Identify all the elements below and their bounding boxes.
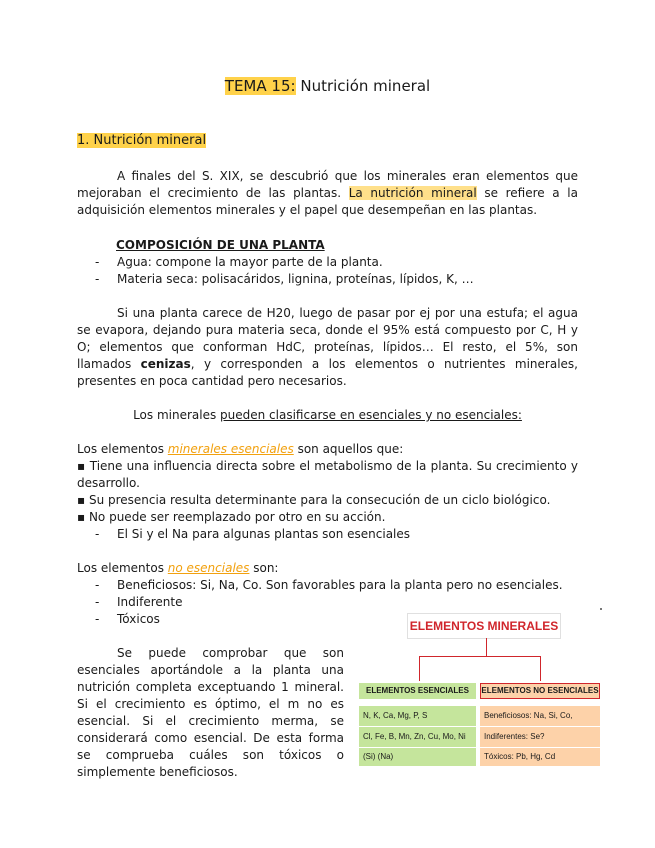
essential-bullet-text: Tiene una influencia directa sobre el metabolismo de la planta. Su crecimiento y desarrollo. (77, 459, 579, 490)
section-heading: 1. Nutrición mineral (77, 133, 207, 148)
non-essential-row: Indiferentes: Se? (480, 727, 600, 747)
diagram-connector (486, 638, 487, 656)
composition-item-text: Materia seca: polisacáridos, lignina, proteínas, lípidos, K, … (117, 272, 474, 286)
diagram-connector (540, 656, 541, 681)
essential-bullet (77, 492, 550, 509)
intro-text-after: se refiere a la adquisición elementos minerales y el papel que desempeñan en las plantas. (77, 186, 578, 217)
essential-intro-after: son aquellos que: (293, 442, 404, 456)
non-essential-item-text: Beneficiosos: Si, Na, Co. Son favorables para la planta pero no esenciales. (117, 578, 563, 592)
essential-sub-item: - El Si y el Na para algunas plantas son esenciales (95, 527, 411, 541)
non-essential-item: - Beneficiosos: Si, Na, Co. Son favorables para la planta pero no esenciales. (95, 578, 563, 592)
non-essential-row: Beneficiosos: Na, Si, Co, (480, 706, 600, 726)
intro-paragraph (77, 168, 578, 219)
essential-sub-item-text: El Si y el Na para algunas plantas son esenciales (117, 527, 411, 541)
non-essential-item-text: Tóxicos (117, 612, 160, 626)
non-essential-intro (77, 560, 278, 577)
essential-bullet-text: Su presencia resulta determinante para la consecución de un ciclo biológico. (88, 493, 551, 507)
dry-matter-after: , y corresponden a los elementos o nutrientes minerales, presentes en poca cantidad pero necesarios. (77, 357, 578, 388)
classification-before: Los minerales (133, 408, 221, 422)
essential-row: Cl, Fe, B, Mn, Zn, Cu, Mo, Ni (359, 727, 476, 747)
conclusion-paragraph: Se puede comprobar que son esenciales aportándole a la planta una nutrición completa exceptuando 1 mineral. Si el crecimiento es óptimo, el m no es esencial. Si el crecimiento merma, se considerará como esencial. De esta forma se comprueba cuáles son tóxicos o simplemente beneficiosos. (77, 646, 344, 779)
square-bullet-icon: ▪ (77, 493, 89, 507)
composition-item-text: Agua: compone la mayor parte de la planta. (117, 255, 383, 269)
non-essential-row: Tóxicos: Pb, Hg, Cd (480, 748, 600, 766)
essential-row: (Si) (Na) (359, 748, 476, 766)
non-essential-intro-after: son: (249, 561, 279, 575)
intro-highlight: La nutrición mineral (348, 186, 477, 200)
composition-item: - Materia seca: polisacáridos, lignina, proteínas, lípidos, K, … (95, 272, 474, 286)
non-essential-column-header: ELEMENTOS NO ESENCIALES (480, 683, 600, 699)
essential-term: minerales esenciales (167, 442, 294, 456)
essential-bullet (77, 509, 385, 526)
classification-line (0, 407, 655, 424)
non-essential-item: - Tóxicos (95, 612, 160, 626)
dry-matter-before: Si una planta carece de H20, luego de pasar por ej por una estufa; el agua se evapora, dejando pura materia seca, donde el 95% está compuesto por C, H y O; elementos que conforman HdC, proteínas, lípidos… El resto, el 5%, son llamados (77, 306, 578, 371)
diagram-title: ELEMENTOS MINERALES (407, 613, 561, 639)
non-essential-item-text: Indiferente (117, 595, 183, 609)
non-essential-term: no esenciales (167, 561, 250, 575)
cenizas-term: cenizas (140, 357, 191, 371)
composition-item: - Agua: compone la mayor parte de la planta. (95, 255, 383, 269)
composition-heading: COMPOSICIÓN DE UNA PLANTA (116, 238, 325, 252)
essential-bullet (77, 458, 578, 492)
non-essential-intro-before: Los elementos (77, 561, 168, 575)
diagram-connector (419, 656, 541, 657)
square-bullet-icon: ▪ (77, 459, 90, 473)
essential-row: N, K, Ca, Mg, P, S (359, 706, 476, 726)
essential-intro (77, 441, 403, 458)
classification-underlined: pueden clasificarse en esenciales y no esenciales: (220, 408, 522, 422)
page-title (0, 77, 655, 95)
stray-dot (600, 608, 602, 610)
title-label: TEMA 15: (224, 77, 296, 95)
title-text: Nutrición mineral (300, 77, 431, 95)
intro-text-before: A finales del S. XIX, se descubrió que los minerales eran elementos que mejoraban el crecimiento de las plantas. (77, 169, 578, 200)
non-essential-item: - Indiferente (95, 595, 183, 609)
diagram-connector (419, 656, 420, 681)
essential-bullet-text: No puede ser reemplazado por otro en su acción. (88, 510, 386, 524)
essential-intro-before: Los elementos (77, 442, 168, 456)
dry-matter-paragraph (77, 305, 578, 390)
essential-column-header: ELEMENTOS ESENCIALES (359, 683, 476, 699)
square-bullet-icon: ▪ (77, 510, 89, 524)
